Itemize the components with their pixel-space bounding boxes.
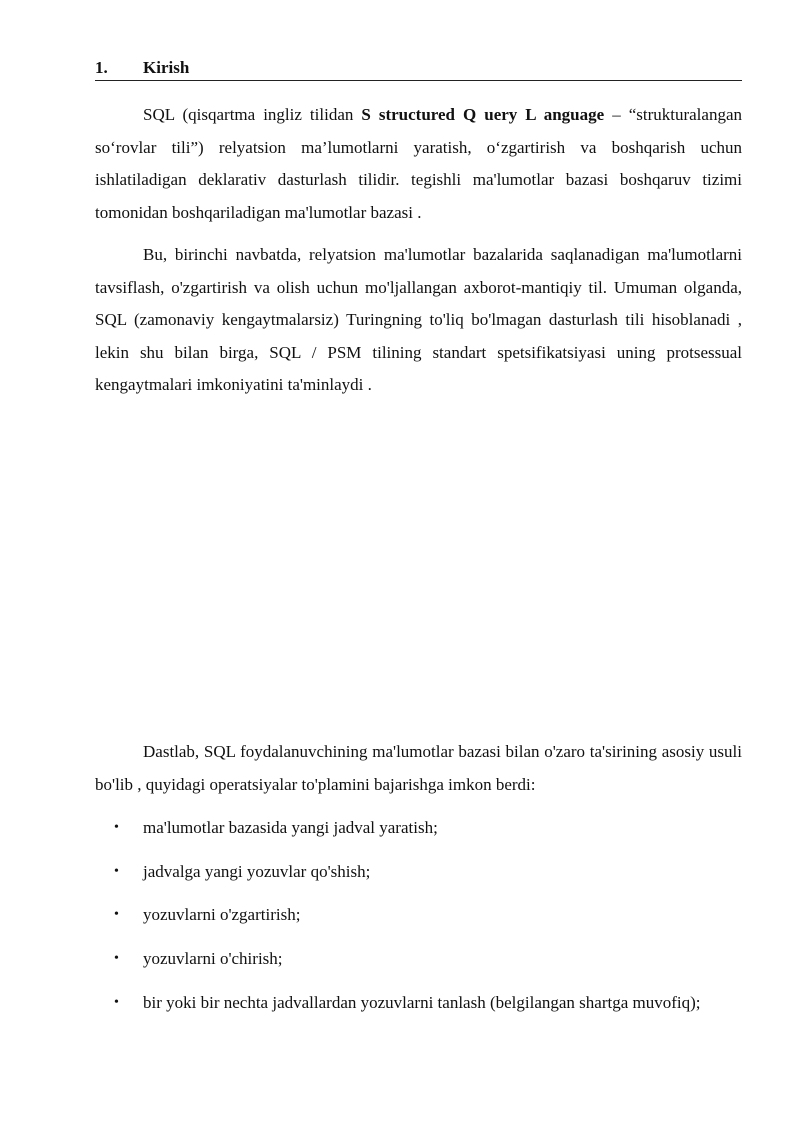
bullet-icon: •	[114, 995, 119, 1010]
section-title: Kirish	[143, 58, 190, 77]
section-number: 1.	[95, 58, 108, 77]
list-item	[95, 857, 742, 887]
description-paragraph: Bu, birinchi navbatda, relyatsion ma'lumotlar bazalarida saqlanadigan ma'lumotlarni tavsiflash, o'zgartirish va olish uchun mo'ljallangan axborot-mantiqiy til. Umuman olganda, SQL (zamonaviy kengaytmalarsiz) Turingning to'liq bo'lmagan dasturlash tili hisoblanadi , lekin shu bilan birga, SQL / PSM tilining standart spetsifikatsiyasi uning protsessual kengaytmalari imkoniyatini ta'minlaydi .	[95, 245, 742, 394]
list-item	[95, 900, 742, 930]
section-heading	[95, 58, 742, 81]
bullet-icon: •	[114, 950, 119, 966]
list-item	[95, 944, 742, 974]
bullet-icon: •	[114, 820, 119, 835]
intro-paragraph	[95, 99, 742, 229]
list-item-text: bir yoki bir nechta jadvallardan yozuvlarni tanlash (belgilangan shartga muvofiq);	[143, 993, 701, 1012]
list-item-text: ma'lumotlar bazasida yangi jadval yaratish;	[143, 818, 438, 837]
bullet-icon: •	[114, 863, 119, 879]
bullet-icon: •	[114, 907, 119, 922]
list-item-text: jadvalga yangi yozuvlar qo'shish;	[143, 861, 371, 881]
list-item	[95, 987, 742, 1019]
intro-text-end: – “strukturalangan so‘rovlar tili”) relyatsion ma’lumotlarni yaratish, o‘zgartirish va boshqarish uchun ishlatiladigan deklarativ dasturlash tilidir. tegishli ma'lumotlar bazasi boshqaruv tizimi tomonidan boshqariladigan ma'lumotlar bazasi .	[95, 105, 742, 222]
list-item-text: yozuvlarni o'chirish;	[143, 948, 283, 968]
operations-list	[95, 813, 742, 1033]
list-item-text: yozuvlarni o'zgartirish;	[143, 905, 301, 924]
list-item	[95, 813, 742, 843]
intro-bold-term: S structured Q uery L anguage	[361, 105, 605, 124]
operations-paragraph: Dastlab, SQL foydalanuvchining ma'lumotlar bazasi bilan o'zaro ta'sirining asosiy usuli bo'lib , quyidagi operatsiyalar to'plamini bajarishga imkon berdi:	[95, 742, 742, 794]
intro-text-start: SQL (qisqartma ingliz tilidan	[143, 105, 362, 124]
